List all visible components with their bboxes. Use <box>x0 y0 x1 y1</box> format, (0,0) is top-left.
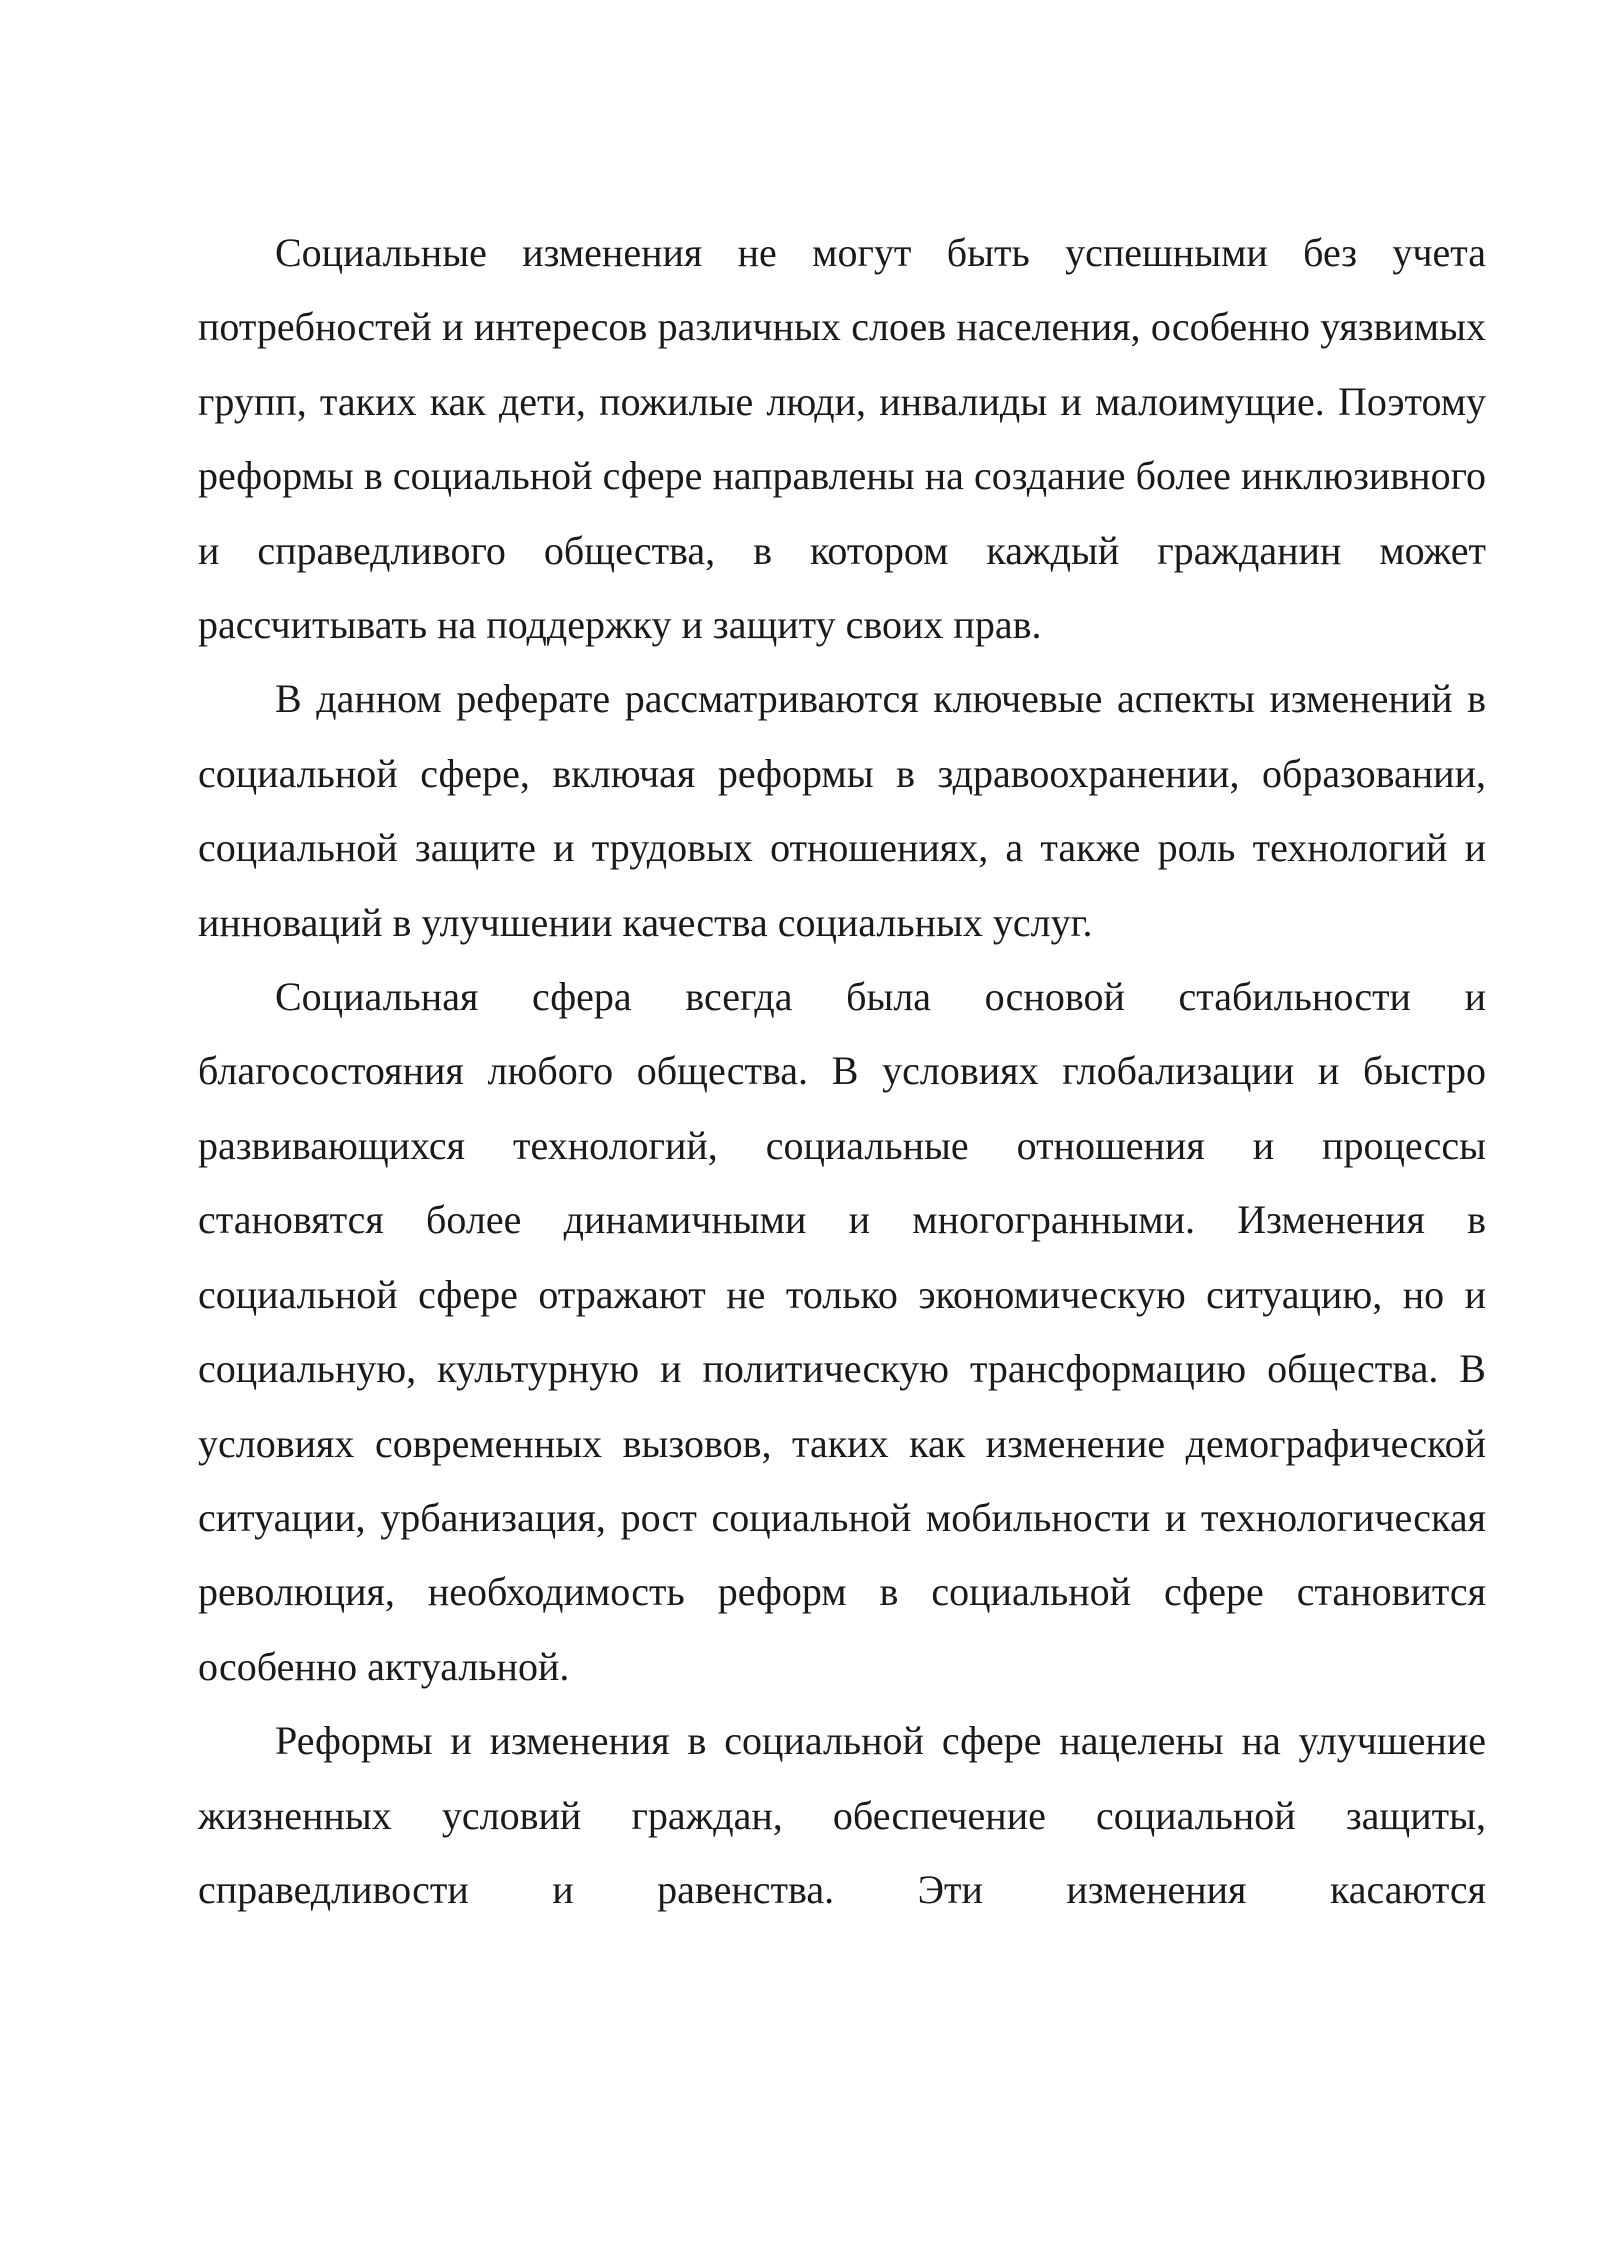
document-body <box>198 216 1486 1927</box>
paragraph-1: Социальные изменения не могут быть успешными без учета потребностей и интересов различных слоев населения, особенно уязвимых групп, таких как дети, пожилые люди, инвалиды и малоимущие. Поэтому реформы в социальной сфере направлены на создание более инклюзивного и справедливого общества, в котором каждый гражданин может рассчитывать на поддержку и защиту своих прав. <box>198 230 1486 648</box>
paragraph-2: В данном реферате рассматриваются ключевые аспекты изменений в социальной сфере, включая реформы в здравоохранении, образовании, социальной защите и трудовых отношениях, а также роль технологий и инноваций в улучшении качества социальных услуг. <box>198 676 1486 945</box>
paragraph-4: Реформы и изменения в социальной сфере нацелены на улучшение жизненных условий граждан, обеспечение социальной защиты, справедливости и равенства. Эти изменения касаются <box>198 1718 1486 1912</box>
paragraph-3: Социальная сфера всегда была основой стабильности и благосостояния любого общества. В условиях глобализации и быстро развивающихся технологий, социальные отношения и процессы становятся более динамичными и многогранными. Изменения в социальной сфере отражают не только экономическую ситуацию, но и социальную, культурную и политическую трансформацию общества. В условиях современных вызовов, таких как изменение демографической ситуации, урбанизация, рост социальной мобильности и технологическая революция, необходимость реформ в социальной сфере становится особенно актуальной. <box>198 974 1486 1689</box>
